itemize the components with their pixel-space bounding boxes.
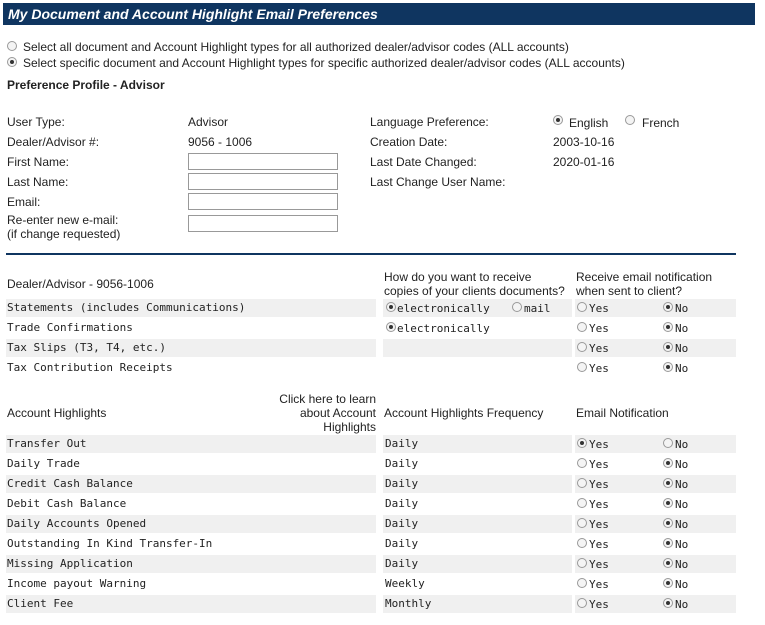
profile-heading: Preference Profile - Advisor [7, 78, 165, 92]
document-type-label: Statements (includes Communications) [7, 301, 246, 314]
highlight-frequency: Daily [385, 517, 419, 530]
highlight-notify-no-radio[interactable] [663, 598, 673, 608]
highlight-notify-yes-radio[interactable] [577, 478, 587, 488]
document-type-label: Trade Confirmations [7, 321, 133, 334]
first-name-input[interactable] [188, 153, 338, 170]
document-type-label: Tax Slips (T3, T4, etc.) [7, 341, 166, 354]
notify-no-label: No [675, 342, 689, 355]
highlight-notify-no-radio[interactable] [663, 478, 673, 488]
notify-yes-label: Yes [589, 322, 609, 335]
section-divider [6, 253, 736, 255]
highlight-notify-no-radio[interactable] [663, 498, 673, 508]
last-name-input[interactable] [188, 173, 338, 190]
language-english-radio[interactable] [553, 115, 563, 125]
email-input[interactable] [188, 193, 338, 210]
last-changed-value: 2020-01-16 [553, 155, 615, 169]
highlight-notify-yes-label: Yes [589, 538, 609, 551]
highlight-notify-no-radio[interactable] [663, 578, 673, 588]
language-english-label: English [569, 116, 609, 130]
highlight-notify-yes-label: Yes [589, 498, 609, 511]
highlight-notify-yes-radio[interactable] [577, 518, 587, 528]
highlight-type-label: Missing Application [7, 557, 133, 570]
delivery-electronic-radio[interactable] [386, 302, 396, 312]
highlight-frequency: Daily [385, 557, 419, 570]
highlight-type-label: Income payout Warning [7, 577, 147, 590]
notify-no-label: No [675, 362, 689, 375]
dealer-label: Dealer/Advisor #: [7, 135, 100, 149]
highlight-notify-no-radio[interactable] [663, 438, 673, 448]
notify-no-label: No [675, 322, 689, 335]
notify-no-radio[interactable] [663, 362, 673, 372]
highlight-type-label: Client Fee [7, 597, 74, 610]
email-notification-header: Email Notification [576, 406, 669, 420]
scope-all-radio[interactable] [7, 41, 17, 51]
learn-link-line1: Click here to learn [279, 392, 376, 406]
notify-no-radio[interactable] [663, 302, 673, 312]
highlight-notify-yes-label: Yes [589, 458, 609, 471]
notify-header-line2: when sent to client? [576, 284, 683, 298]
highlight-type-label: Outstanding In Kind Transfer-In [7, 537, 213, 550]
notify-no-label: No [675, 302, 689, 315]
highlight-type-label: Daily Accounts Opened [7, 517, 147, 530]
highlight-notify-yes-radio[interactable] [577, 438, 587, 448]
highlight-notify-no-label: No [675, 558, 689, 571]
highlight-notify-no-label: No [675, 478, 689, 491]
page-title: My Document and Account Highlight Email Preferences [8, 6, 378, 22]
document-type-label: Tax Contribution Receipts [7, 361, 173, 374]
delivery-electronic-radio[interactable] [386, 322, 396, 332]
reenter-email-input[interactable] [188, 215, 338, 232]
notify-yes-label: Yes [589, 362, 609, 375]
delivery-mail-radio[interactable] [512, 302, 522, 312]
learn-link-line2: about Account [299, 406, 376, 420]
notify-yes-radio[interactable] [577, 342, 587, 352]
highlights-header: Account Highlights [7, 406, 107, 420]
last-change-user-label: Last Change User Name: [370, 175, 506, 189]
highlight-notify-no-radio[interactable] [663, 558, 673, 568]
last-changed-label: Last Date Changed: [370, 155, 477, 169]
highlight-frequency: Daily [385, 477, 419, 490]
highlight-type-label: Transfer Out [7, 437, 87, 450]
notify-yes-label: Yes [589, 342, 609, 355]
highlight-notify-yes-radio[interactable] [577, 578, 587, 588]
highlight-notify-no-label: No [675, 458, 689, 471]
scope-all-label: Select all document and Account Highlight types for all authorized dealer/advisor codes (ALL accounts) [23, 40, 569, 54]
highlight-frequency: Daily [385, 437, 419, 450]
notify-no-radio[interactable] [663, 342, 673, 352]
user-type-value: Advisor [188, 115, 229, 129]
language-label: Language Preference: [370, 115, 489, 129]
highlight-notify-no-label: No [675, 538, 689, 551]
highlight-notify-yes-label: Yes [589, 578, 609, 591]
delivery-electronic-label: electronically [397, 322, 490, 335]
highlight-type-label: Debit Cash Balance [7, 497, 127, 510]
delivery-mail-label: mail [524, 302, 551, 315]
notify-yes-radio[interactable] [577, 362, 587, 372]
last-name-label: Last Name: [7, 175, 69, 189]
highlight-frequency: Daily [385, 537, 419, 550]
notify-yes-label: Yes [589, 302, 609, 315]
scope-specific-radio[interactable] [7, 57, 17, 67]
frequency-header: Account Highlights Frequency [384, 406, 544, 420]
highlight-notify-yes-radio[interactable] [577, 558, 587, 568]
highlight-frequency: Daily [385, 457, 419, 470]
copies-header-line2: copies of your clients documents? [384, 284, 565, 298]
notify-yes-radio[interactable] [577, 302, 587, 312]
highlight-notify-no-radio[interactable] [663, 458, 673, 468]
language-french-label: French [642, 116, 680, 130]
highlight-notify-yes-radio[interactable] [577, 538, 587, 548]
copies-header-line1: How do you want to receive [384, 270, 532, 284]
highlight-notify-yes-radio[interactable] [577, 498, 587, 508]
language-french-radio[interactable] [625, 115, 635, 125]
page-header [3, 3, 755, 25]
highlight-notify-no-label: No [675, 598, 689, 611]
highlight-notify-no-label: No [675, 438, 689, 451]
scope-specific-label: Select specific document and Account Highlight types for specific authorized dealer/advisor codes (ALL accounts) [23, 56, 625, 70]
email-label: Email: [7, 195, 41, 209]
learn-link-line3: Highlights [323, 420, 376, 434]
highlight-notify-yes-label: Yes [589, 598, 609, 611]
delivery-electronic-label: electronically [397, 302, 490, 315]
highlight-notify-yes-label: Yes [589, 558, 609, 571]
highlight-notify-no-label: No [675, 578, 689, 591]
highlight-notify-yes-label: Yes [589, 438, 609, 451]
highlight-notify-no-label: No [675, 498, 689, 511]
highlight-frequency: Monthly [385, 597, 432, 610]
highlight-notify-yes-radio[interactable] [577, 598, 587, 608]
dealer-section-header: Dealer/Advisor - 9056-1006 [7, 277, 154, 291]
creation-date-label: Creation Date: [370, 135, 448, 149]
reenter-email-label: Re-enter new e-mail: [7, 213, 119, 227]
highlight-notify-yes-radio[interactable] [577, 458, 587, 468]
highlight-notify-yes-label: Yes [589, 518, 609, 531]
first-name-label: First Name: [7, 155, 70, 169]
highlight-notify-no-radio[interactable] [663, 538, 673, 548]
highlight-frequency: Daily [385, 497, 419, 510]
highlight-notify-yes-label: Yes [589, 478, 609, 491]
highlight-notify-no-label: No [675, 518, 689, 531]
reenter-email-hint: (if change requested) [7, 227, 121, 241]
highlight-type-label: Daily Trade [7, 457, 80, 470]
dealer-value: 9056 - 1006 [188, 135, 253, 149]
creation-date-value: 2003-10-16 [553, 135, 615, 149]
highlight-frequency: Weekly [385, 577, 425, 590]
notify-header-line1: Receive email notification [576, 270, 713, 284]
highlight-type-label: Credit Cash Balance [7, 477, 133, 490]
user-type-label: User Type: [7, 115, 65, 129]
notify-yes-radio[interactable] [577, 322, 587, 332]
row-band [383, 339, 572, 357]
highlight-notify-no-radio[interactable] [663, 518, 673, 528]
notify-no-radio[interactable] [663, 322, 673, 332]
